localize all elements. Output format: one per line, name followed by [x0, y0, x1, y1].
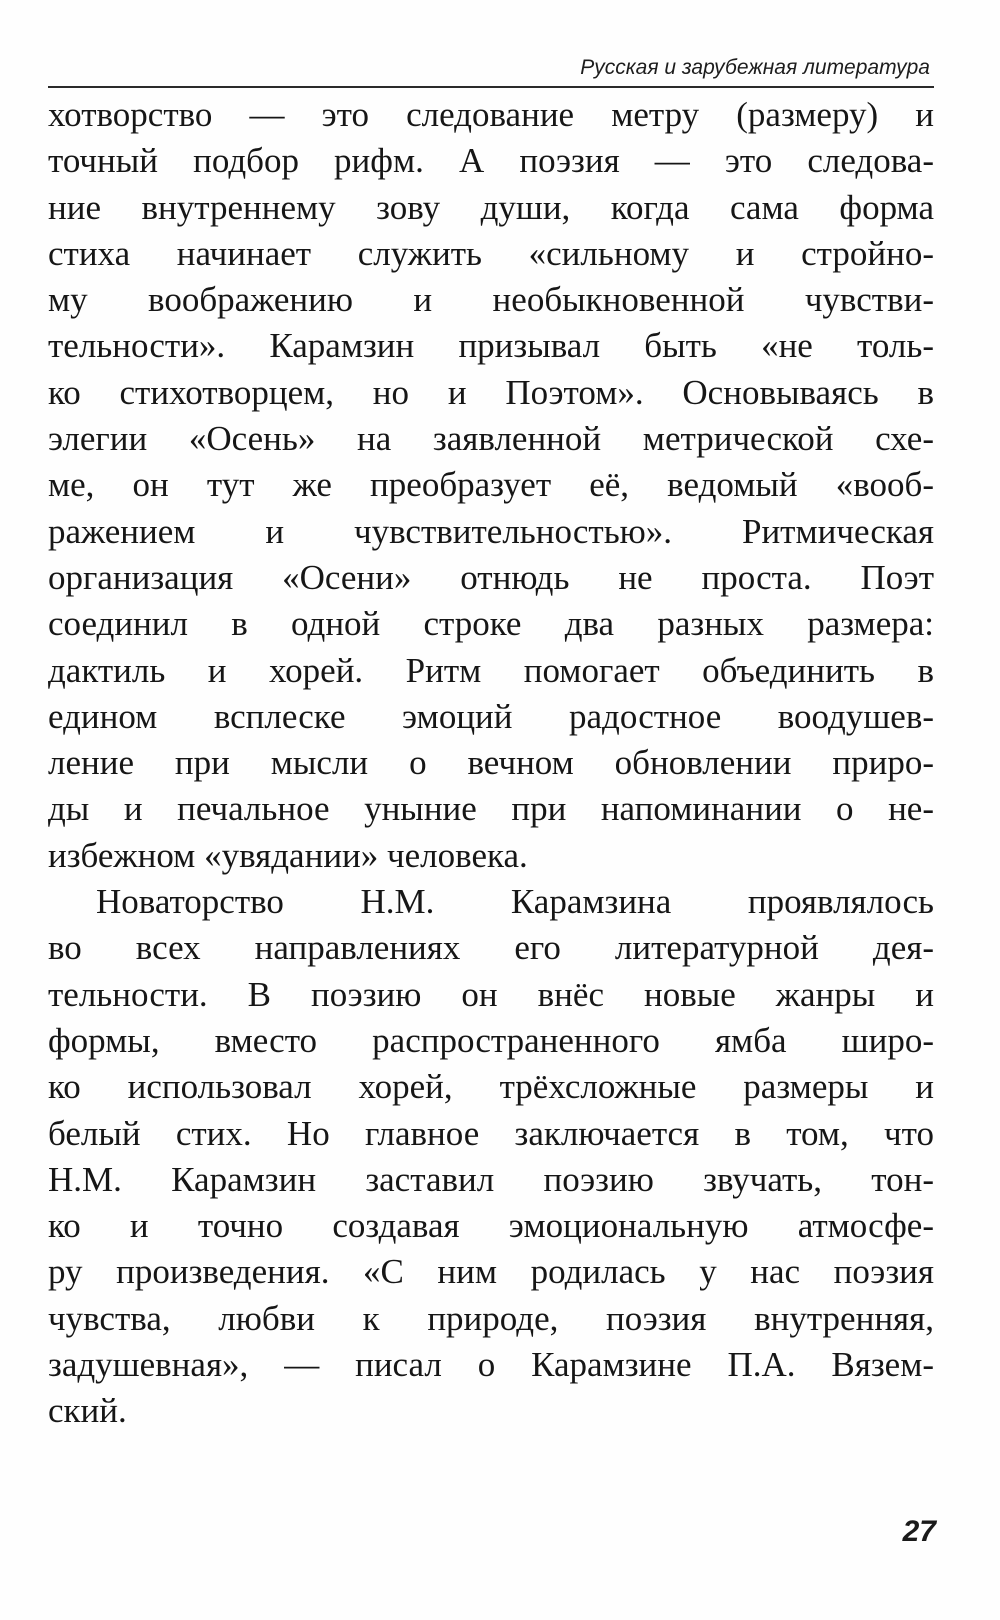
text-line: во всех направлениях его литературной дея-	[48, 928, 934, 968]
page-number: 27	[902, 1515, 936, 1548]
paragraph-2	[48, 879, 934, 1435]
text-line: ме, он тут же преобразует её, ведомый «вооб-	[48, 465, 934, 505]
text-line: чувства, любви к природе, поэзия внутренняя,	[48, 1298, 934, 1338]
running-header-title: Русская и зарубежная литература	[580, 56, 930, 79]
text-line: ние внутреннему зову души, когда сама форма	[48, 187, 934, 227]
text-line: ко использовал хорей, трёхсложные размеры и	[48, 1067, 934, 1107]
text-line: му воображению и необыкновенной чувстви-	[48, 280, 934, 320]
text-line: задушевная», — писал о Карамзине П.А. Вязем-	[48, 1345, 934, 1385]
text-line: стиха начинает служить «сильному и стройно-	[48, 233, 934, 273]
body-text	[48, 92, 934, 1435]
text-line: ко стихотворцем, но и Поэтом». Основываясь в	[48, 372, 934, 412]
text-line: формы, вместо распространенного ямба широ-	[48, 1020, 934, 1060]
text-line: тельности». Карамзин призывал быть «не толь-	[48, 326, 934, 366]
text-line: элегии «Осень» на заявленной метрической схе-	[48, 419, 934, 459]
text-line: ский.	[48, 1391, 127, 1431]
text-line: Н.М. Карамзин заставил поэзию звучать, тон-	[48, 1159, 934, 1199]
text-line: ру произведения. «С ним родилась у нас поэзия	[48, 1252, 934, 1292]
text-line: тельности. В поэзию он внёс новые жанры и	[48, 974, 934, 1014]
text-line: организация «Осени» отнюдь не проста. Поэт	[48, 557, 934, 597]
text-line: ражением и чувствительностью». Ритмическая	[48, 511, 934, 551]
text-line: Новаторство Н.М. Карамзина проявлялось	[96, 882, 934, 922]
running-header	[48, 48, 934, 88]
text-line: дактиль и хорей. Ритм помогает объединить в	[48, 650, 934, 690]
text-line: ко и точно создавая эмоциональную атмосфе-	[48, 1206, 934, 1246]
text-line: избежном «увядании» человека.	[48, 835, 528, 875]
text-line: едином всплеске эмоций радостное воодушев-	[48, 696, 934, 736]
text-line: соединил в одной строке два разных размера:	[48, 604, 934, 644]
text-line: белый стих. Но главное заключается в том, что	[48, 1113, 934, 1153]
text-line: точный подбор рифм. А поэзия — это следова-	[48, 141, 934, 181]
text-line: ление при мысли о вечном обновлении приро-	[48, 743, 934, 783]
text-line: ды и печальное уныние при напоминании о не-	[48, 789, 934, 829]
paragraph-1	[48, 92, 934, 879]
text-line: хотворство — это следование метру (размеру) и	[48, 95, 934, 134]
